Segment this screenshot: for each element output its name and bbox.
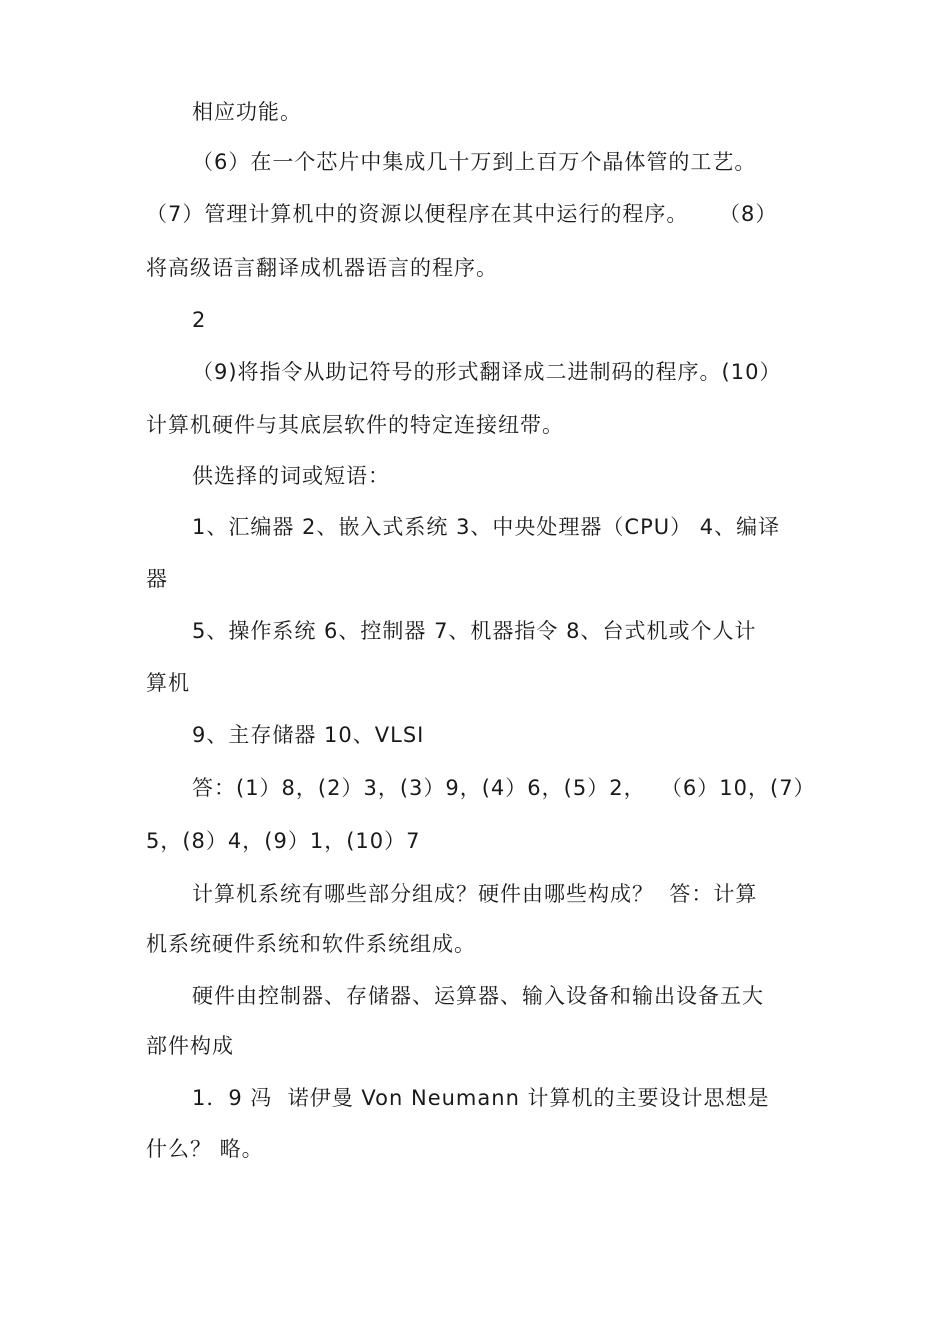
text-line: 5、操作系统 6、控制器 7、机器指令 8、台式机或个人计 [192, 619, 757, 643]
text-line: 机系统硬件系统和软件系统组成。 [146, 932, 476, 956]
text-line: （7）管理计算机中的资源以便程序在其中运行的程序。 （8） [146, 202, 778, 226]
text-line: 部件构成 [146, 1034, 234, 1058]
text-line: 5，(8）4，(9）1，(10）7 [146, 829, 421, 853]
text-line: 1．9 冯 诺伊曼 Von Neumann 计算机的主要设计思想是 [192, 1086, 770, 1110]
text-line: 算机 [146, 671, 190, 695]
text-line: （9)将指令从助记符号的形式翻译成二进制码的程序。(10） [192, 360, 782, 384]
text-line: 答：(1）8，(2）3，(3）9，(4）6，(5）2， （6）10，(7） [192, 776, 816, 800]
text-line: 计算机系统有哪些部分组成？硬件由哪些构成？ 答：计算 [192, 882, 758, 906]
text-line: 什么？ 略。 [146, 1137, 264, 1161]
text-line: 计算机硬件与其底层软件的特定连接纽带。 [146, 413, 564, 437]
text-line: （6）在一个芯片中集成几十万到上百万个晶体管的工艺。 [192, 150, 757, 174]
text-line: 供选择的词或短语： [192, 464, 390, 488]
text-line: 器 [146, 567, 168, 591]
text-line: 1、汇编器 2、嵌入式系统 3、中央处理器（CPU） 4、编译 [192, 515, 781, 539]
text-line: 相应功能。 [192, 100, 302, 124]
text-line: 9、主存储器 10、VLSI [192, 723, 425, 747]
text-line: 2 [192, 308, 207, 332]
text-line: 硬件由控制器、存储器、运算器、输入设备和输出设备五大 [192, 984, 764, 1008]
text-line: 将高级语言翻译成机器语言的程序。 [146, 256, 498, 280]
